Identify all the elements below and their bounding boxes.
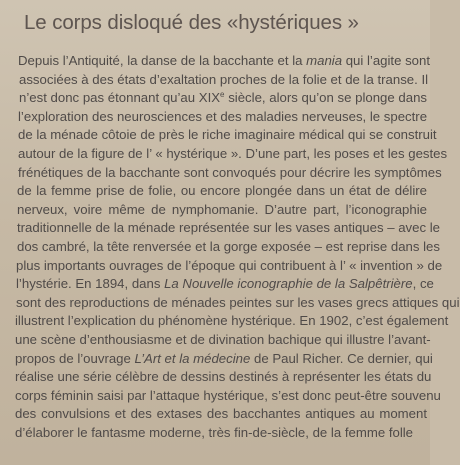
text-run: l’hystérie. En 1894, dans xyxy=(16,276,165,292)
text-line xyxy=(15,331,431,350)
text-line xyxy=(15,71,427,90)
text-line xyxy=(15,238,440,257)
text-run: , ce xyxy=(412,276,434,292)
text-run: illustrent l’explication du phénomène hystérique. En 1902, c’est également xyxy=(15,313,449,329)
text-line xyxy=(15,89,427,108)
text-run: corps féminin saisi par l’attaque hystérique, s’est donc peut-être souvenu xyxy=(15,387,441,403)
text-run: Depuis l’Antiquité, la danse de la bacchante et la xyxy=(18,53,307,68)
text-line xyxy=(15,275,434,294)
text-line xyxy=(15,219,440,238)
text-line xyxy=(15,145,448,164)
text-line xyxy=(15,387,441,406)
text-run: autour de la figure de l’ « hystérique ». D’une part, les poses et les gestes xyxy=(18,145,448,161)
text-run: associées à des états d’exaltation proches de la folie et de la transe. Il xyxy=(19,71,429,87)
text-line xyxy=(15,294,460,313)
text-line xyxy=(15,350,433,369)
text-line xyxy=(15,52,431,71)
text-line xyxy=(15,405,427,424)
page-title: Le corps disloqué des «hystériques » xyxy=(24,11,359,34)
text-line xyxy=(15,164,442,183)
text-line xyxy=(15,312,449,331)
text-line xyxy=(15,424,427,443)
text-line xyxy=(15,201,427,220)
text-run: qui l’agite sont xyxy=(342,53,431,68)
text-run: d’élaborer le fantasme moderne, très fin-de-siècle, de la femme folle xyxy=(15,424,414,440)
text-run: frénétiques de la bacchante sont convoqués pour décrire les symptômes xyxy=(18,164,442,180)
text-run: de la ménade côtoie de près le riche imaginaire médical qui se construit xyxy=(18,127,437,143)
italic-text: La Nouvelle iconographie de la Salpêtrière xyxy=(164,276,413,292)
text-run: une scène d’enthousiasme et de divination bachique qui illustre l’avant- xyxy=(15,331,431,347)
text-run: réalise une série célèbre de dessins destinés à représenter les états du xyxy=(15,369,432,385)
text-run: n’est donc pas étonnant qu’au XIX xyxy=(19,90,221,106)
superscript-text: e xyxy=(220,90,225,100)
text-run: siècle, alors qu’on se plonge dans xyxy=(224,90,428,106)
italic-text: mania xyxy=(306,53,343,68)
text-run: nerveux, voire même de nymphomanie. D’autre part, l’iconographie xyxy=(17,201,427,217)
text-run: plus importants ouvrages de l’époque qui contribuent à l’ « invention » de xyxy=(16,257,443,273)
text-line xyxy=(15,257,443,276)
text-run: de la femme prise de folie, ou encore plongée dans un état de délire xyxy=(17,183,427,199)
text-run: sont des reproductions de ménades peintes sur les vases grecs attiques qui xyxy=(16,294,460,310)
text-run: de Paul Richer. Ce dernier, qui xyxy=(250,350,433,366)
italic-text: L’Art et la médecine xyxy=(134,350,251,366)
text-line xyxy=(15,368,432,387)
text-line xyxy=(15,126,437,145)
text-run: traditionnelle de la ménade représentée sur les vases antiques – avec le xyxy=(17,220,440,236)
text-run: dos cambré, la tête renversée et la gorge exposée – est reprise dans les xyxy=(17,238,440,254)
text-run: l’exploration des neurosciences et des maladies nerveuses, le spectre xyxy=(18,108,428,124)
text-run: propos de l’ouvrage xyxy=(15,350,135,366)
text-line xyxy=(15,108,427,127)
text-run: des convulsions et des extases des bacchantes antiques au moment xyxy=(15,406,427,422)
text-line xyxy=(15,182,427,201)
body-paragraph xyxy=(15,52,460,442)
